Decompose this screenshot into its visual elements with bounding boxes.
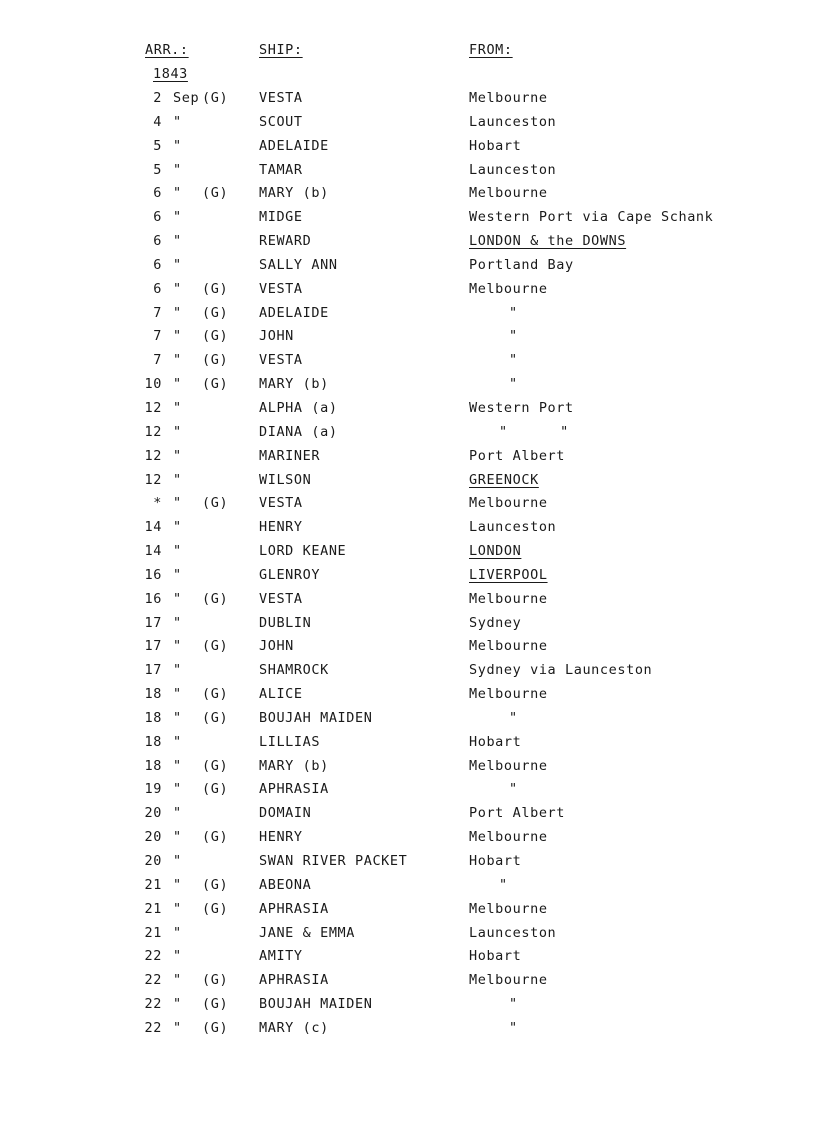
ship-name: MARINER <box>259 447 321 464</box>
ship-name: GLENROY <box>259 566 321 583</box>
departure-port: " " <box>499 423 569 440</box>
arrival-month: " <box>173 543 182 560</box>
table-row <box>0 162 816 186</box>
ship-name: APHRASIA <box>259 900 329 917</box>
ship-name: BOUJAH MAIDEN <box>259 996 373 1013</box>
departure-port: Hobart <box>469 733 522 750</box>
arrival-month: " <box>173 948 182 965</box>
arrival-day: 16 <box>144 566 162 583</box>
ship-name: DUBLIN <box>259 614 312 631</box>
table-row <box>0 781 816 805</box>
departure-port: GREENOCK <box>469 471 539 488</box>
table-row <box>0 90 816 114</box>
ship-name: APHRASIA <box>259 972 329 989</box>
table-row <box>0 495 816 519</box>
departure-port: Portland Bay <box>469 256 574 273</box>
ship-name: JANE & EMMA <box>259 924 356 941</box>
table-row <box>0 352 816 376</box>
ship-name: HENRY <box>259 519 303 536</box>
arrival-month: " <box>173 662 182 679</box>
arrival-month: " <box>173 1019 182 1036</box>
ship-name: BOUJAH MAIDEN <box>259 709 373 726</box>
ship-name: JOHN <box>259 328 294 345</box>
departure-port: Port Albert <box>469 805 566 822</box>
ship-name: DOMAIN <box>259 805 312 822</box>
arrival-day: * <box>153 495 162 512</box>
ship-name: ABEONA <box>259 876 312 893</box>
table-row <box>0 901 816 925</box>
arrival-day: 14 <box>144 519 162 536</box>
table-row <box>0 615 816 639</box>
arrival-month: " <box>173 996 182 1013</box>
arrival-month: " <box>173 876 182 893</box>
table-row <box>0 114 816 138</box>
arrival-day: 4 <box>153 113 162 130</box>
departure-port: LONDON & the DOWNS <box>469 233 627 250</box>
departure-port: Melbourne <box>469 972 548 989</box>
ship-name: SHAMROCK <box>259 662 329 679</box>
departure-port: Hobart <box>469 853 522 869</box>
departure-port: Launceston <box>469 924 557 941</box>
arrival-month: " <box>173 829 182 846</box>
departure-port: Melbourne <box>469 686 548 703</box>
arrival-month: " <box>173 733 182 750</box>
g-marker: (G) <box>202 1019 229 1036</box>
ship-name: HENRY <box>259 829 303 846</box>
arrival-day: 6 <box>153 209 162 226</box>
arrival-day: 2 <box>153 90 162 106</box>
arrival-day: 17 <box>144 662 162 679</box>
g-marker: (G) <box>202 900 229 917</box>
g-marker: (G) <box>202 590 229 607</box>
departure-port: " <box>509 328 518 345</box>
departure-port: " <box>509 304 518 321</box>
arrival-day: 21 <box>144 924 162 941</box>
arrival-month: " <box>173 137 182 154</box>
arrival-month: " <box>173 447 182 464</box>
ship-name: SWAN RIVER PACKET <box>259 853 408 869</box>
departure-port: Western Port via Cape Schank <box>469 209 714 226</box>
arrival-day: 6 <box>153 185 162 202</box>
table-row <box>0 734 816 758</box>
table-row <box>0 472 816 496</box>
table-row <box>0 567 816 591</box>
ship-name: MIDGE <box>259 209 303 226</box>
arrival-month: " <box>173 566 182 583</box>
arrival-month: " <box>173 280 182 297</box>
table-row <box>0 948 816 972</box>
departure-port: " <box>509 996 518 1013</box>
departure-port: LONDON <box>469 543 522 560</box>
departure-port: Hobart <box>469 137 522 154</box>
table-row <box>0 925 816 949</box>
table-row <box>0 233 816 257</box>
arrival-day: 18 <box>144 757 162 774</box>
departure-port: Hobart <box>469 948 522 965</box>
table-row <box>0 972 816 996</box>
arrival-day: 7 <box>153 304 162 321</box>
arrival-month: " <box>173 113 182 130</box>
arrival-month: " <box>173 233 182 250</box>
departure-port: Sydney <box>469 614 522 631</box>
table-row <box>0 591 816 615</box>
arrival-day: 22 <box>144 948 162 965</box>
arrival-month: " <box>173 924 182 941</box>
arrival-column-header: ARR.: <box>145 42 189 58</box>
table-row <box>0 710 816 734</box>
g-marker: (G) <box>202 686 229 703</box>
arrival-month: " <box>173 709 182 726</box>
arrival-day: 5 <box>153 137 162 154</box>
arrival-month: " <box>173 638 182 655</box>
g-marker: (G) <box>202 709 229 726</box>
ship-name: VESTA <box>259 90 303 106</box>
table-row <box>0 209 816 233</box>
ship-name: LORD KEANE <box>259 543 347 560</box>
arrival-month: " <box>173 399 182 416</box>
g-marker: (G) <box>202 638 229 655</box>
ship-name: MARY (b) <box>259 757 329 774</box>
ship-name: SCOUT <box>259 113 303 130</box>
ship-name: AMITY <box>259 948 303 965</box>
departure-port: Melbourne <box>469 185 548 202</box>
departure-port: " <box>509 376 518 393</box>
table-row <box>0 281 816 305</box>
arrival-day: 19 <box>144 781 162 798</box>
ship-name: ALICE <box>259 686 303 703</box>
table-row <box>0 638 816 662</box>
arrival-day: 7 <box>153 352 162 369</box>
ship-column-header: SHIP: <box>259 42 303 58</box>
departure-port: Melbourne <box>469 900 548 917</box>
arrival-month: " <box>173 161 182 178</box>
table-row <box>0 400 816 424</box>
arrival-month: " <box>173 328 182 345</box>
departure-port: " <box>499 876 508 893</box>
table-row <box>0 185 816 209</box>
ship-name: DIANA (a) <box>259 423 338 440</box>
ship-name: MARY (c) <box>259 1019 329 1036</box>
ship-name: WILSON <box>259 471 312 488</box>
departure-port: " <box>509 1019 518 1036</box>
departure-port: Launceston <box>469 519 557 536</box>
table-row <box>0 448 816 472</box>
arrival-day: 18 <box>144 733 162 750</box>
from-column-header: FROM: <box>469 42 513 58</box>
ship-name: APHRASIA <box>259 781 329 798</box>
departure-port: Launceston <box>469 161 557 178</box>
arrival-month: " <box>173 972 182 989</box>
table-row <box>0 424 816 448</box>
g-marker: (G) <box>202 90 229 106</box>
arrival-month: " <box>173 376 182 393</box>
arrival-month: " <box>173 686 182 703</box>
g-marker: (G) <box>202 829 229 846</box>
arrival-month: " <box>173 495 182 512</box>
departure-port: Melbourne <box>469 829 548 846</box>
table-row <box>0 829 816 853</box>
ship-name: VESTA <box>259 590 303 607</box>
arrival-day: 22 <box>144 972 162 989</box>
ship-name: TAMAR <box>259 161 303 178</box>
year-heading: 1843 <box>153 66 188 82</box>
arrival-month: " <box>173 757 182 774</box>
departure-port: Melbourne <box>469 495 548 512</box>
arrival-month: " <box>173 519 182 536</box>
arrival-month: " <box>173 209 182 226</box>
arrival-day: 20 <box>144 805 162 822</box>
arrival-day: 14 <box>144 543 162 560</box>
ship-name: VESTA <box>259 495 303 512</box>
table-row <box>0 257 816 281</box>
arrival-day: 12 <box>144 399 162 416</box>
g-marker: (G) <box>202 996 229 1013</box>
g-marker: (G) <box>202 972 229 989</box>
arrival-day: 22 <box>144 996 162 1013</box>
table-row <box>0 519 816 543</box>
arrival-month: " <box>173 352 182 369</box>
ship-name: VESTA <box>259 280 303 297</box>
arrival-day: 12 <box>144 471 162 488</box>
ship-name: SALLY ANN <box>259 256 338 273</box>
departure-port: Melbourne <box>469 757 548 774</box>
g-marker: (G) <box>202 876 229 893</box>
ship-name: ALPHA (a) <box>259 399 338 416</box>
g-marker: (G) <box>202 781 229 798</box>
ship-name: REWARD <box>259 233 312 250</box>
departure-port: " <box>509 709 518 726</box>
arrival-month: Sep <box>173 90 200 106</box>
arrival-day: 6 <box>153 256 162 273</box>
arrival-month: " <box>173 853 182 869</box>
table-row <box>0 138 816 162</box>
arrival-month: " <box>173 304 182 321</box>
ship-name: MARY (b) <box>259 376 329 393</box>
g-marker: (G) <box>202 185 229 202</box>
g-marker: (G) <box>202 328 229 345</box>
departure-port: Port Albert <box>469 447 566 464</box>
arrival-month: " <box>173 185 182 202</box>
g-marker: (G) <box>202 280 229 297</box>
departure-port: Sydney via Launceston <box>469 662 653 679</box>
arrival-day: 10 <box>144 376 162 393</box>
arrivals-table <box>0 90 816 1044</box>
arrival-day: 12 <box>144 423 162 440</box>
ship-name: ADELAIDE <box>259 137 329 154</box>
ship-name: LILLIAS <box>259 733 321 750</box>
arrival-day: 18 <box>144 686 162 703</box>
table-row <box>0 305 816 329</box>
departure-port: Western Port <box>469 399 574 416</box>
arrival-day: 20 <box>144 829 162 846</box>
arrival-month: " <box>173 781 182 798</box>
g-marker: (G) <box>202 304 229 321</box>
arrival-day: 16 <box>144 590 162 607</box>
departure-port: Launceston <box>469 113 557 130</box>
table-row <box>0 853 816 877</box>
table-row <box>0 686 816 710</box>
arrival-day: 6 <box>153 280 162 297</box>
arrival-day: 12 <box>144 447 162 464</box>
ship-name: ADELAIDE <box>259 304 329 321</box>
departure-port: Melbourne <box>469 280 548 297</box>
table-row <box>0 543 816 567</box>
departure-port: Melbourne <box>469 638 548 655</box>
ship-name: MARY (b) <box>259 185 329 202</box>
table-row <box>0 662 816 686</box>
g-marker: (G) <box>202 495 229 512</box>
arrival-month: " <box>173 590 182 607</box>
arrival-day: 21 <box>144 876 162 893</box>
arrival-day: 7 <box>153 328 162 345</box>
arrival-month: " <box>173 256 182 273</box>
arrival-day: 17 <box>144 638 162 655</box>
departure-port: " <box>509 781 518 798</box>
departure-port: Melbourne <box>469 90 548 106</box>
table-row <box>0 877 816 901</box>
arrival-month: " <box>173 471 182 488</box>
g-marker: (G) <box>202 757 229 774</box>
departure-port: Melbourne <box>469 590 548 607</box>
arrival-day: 22 <box>144 1019 162 1036</box>
departure-port: LIVERPOOL <box>469 566 548 583</box>
table-row <box>0 1020 816 1044</box>
arrival-month: " <box>173 900 182 917</box>
arrival-day: 17 <box>144 614 162 631</box>
arrival-day: 20 <box>144 853 162 869</box>
table-row <box>0 758 816 782</box>
arrival-day: 18 <box>144 709 162 726</box>
g-marker: (G) <box>202 352 229 369</box>
departure-port: " <box>509 352 518 369</box>
ship-name: VESTA <box>259 352 303 369</box>
arrival-day: 6 <box>153 233 162 250</box>
arrival-day: 5 <box>153 161 162 178</box>
table-row <box>0 328 816 352</box>
arrival-month: " <box>173 614 182 631</box>
g-marker: (G) <box>202 376 229 393</box>
arrival-month: " <box>173 805 182 822</box>
ship-name: JOHN <box>259 638 294 655</box>
arrival-month: " <box>173 423 182 440</box>
table-row <box>0 996 816 1020</box>
arrival-day: 21 <box>144 900 162 917</box>
table-row <box>0 376 816 400</box>
table-row <box>0 805 816 829</box>
